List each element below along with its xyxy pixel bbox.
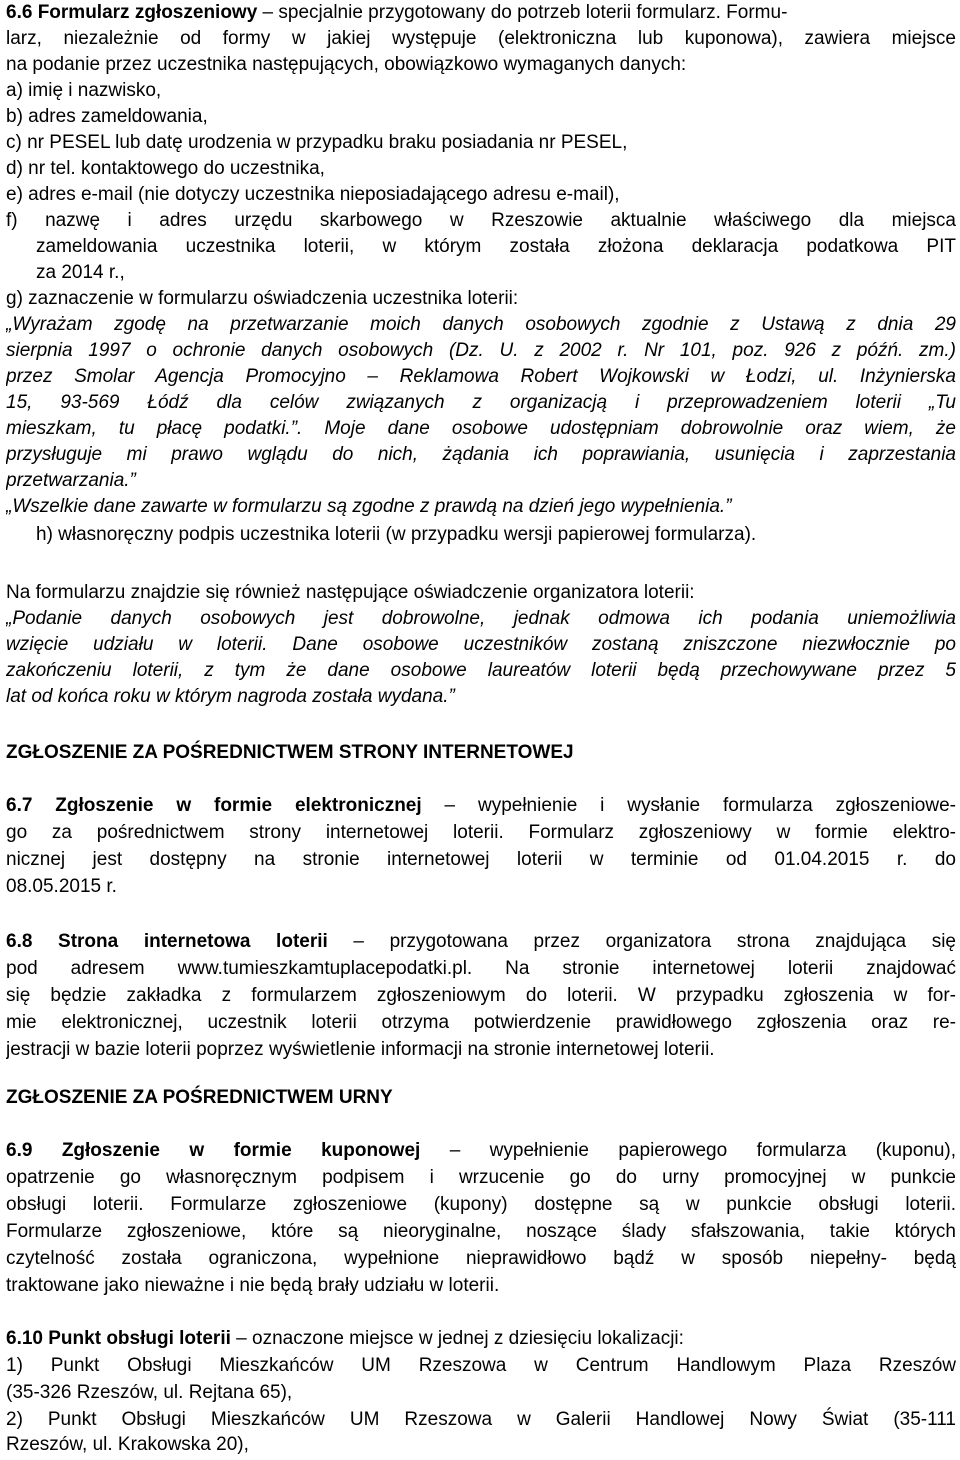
section-6-6-line-1: 6.6 Formularz zgłoszeniowy – specjalnie przygotowany do potrzeb loterii formularz. Formu- — [6, 2, 788, 23]
section-6-8-line-3: się będzie zakładka z formularzem zgłoszeniowym do loterii. W przypadku zgłoszenia w for- — [6, 985, 956, 1006]
consent-quote-line-4: 15, 93-569 Łódź dla celów związanych z organizacją i przeprowadzeniem loterii „Tu — [6, 392, 956, 413]
consent-quote-line-3: przez Smolar Agencja Promocyjno – Reklamowa Robert Wojkowski w Łodzi, ul. Inżynierska — [6, 366, 956, 387]
organizer-quote-line-1: „Podanie danych osobowych jest dobrowolne, jednak odmowa ich podania uniemożliwia — [6, 608, 956, 629]
section-6-6-heading: 6.6 Formularz zgłoszeniowy — [6, 2, 258, 23]
section-6-7-heading: 6.7 Zgłoszenie w formie elektronicznej — [6, 795, 422, 816]
section-6-6-line-3: na podanie przez uczestnika następujących, obowiązkowo wymaganych danych: — [6, 54, 687, 75]
list-item-e: e) adres e-mail (nie dotyczy uczestnika nieposiadającego adresu e-mail), — [6, 184, 620, 205]
heading-urna: ZGŁOSZENIE ZA POŚREDNICTWEM URNY — [6, 1087, 393, 1108]
section-6-7-line-3: nicznej jest dostępny na stronie internetowej loterii w terminie od 01.04.2015 r. do — [6, 849, 956, 870]
consent-quote-line-8: „Wszelkie dane zawarte w formularzu są zgodne z prawdą na dzień jego wypełnienia.” — [6, 496, 732, 517]
organizer-quote-line-4: lat od końca roku w którym nagroda została wydana.” — [6, 686, 455, 707]
section-6-9-line-6: traktowane jako nieważne i nie będą brały udziału w loterii. — [6, 1275, 500, 1296]
section-6-6-line-2: larz, niezależnie od formy w jakiej występuje (elektroniczna lub kuponowa), zawiera miejsce — [6, 28, 956, 49]
organizer-statement-line-1: Na formularzu znajdzie się również następujące oświadczenie organizatora loterii: — [6, 582, 695, 603]
section-6-8-line-1: 6.8 Strona internetowa loterii – przygotowana przez organizatora strona znajdująca się — [6, 931, 956, 952]
section-6-8-line-5: jestracji w bazie loterii poprzez wyświetlenie informacji na stronie internetowej loterii. — [6, 1039, 715, 1060]
heading-internet: ZGŁOSZENIE ZA POŚREDNICTWEM STRONY INTERNETOWEJ — [6, 742, 574, 763]
section-6-8-heading: 6.8 Strona internetowa loterii — [6, 931, 328, 952]
list-item-g: g) zaznaczenie w formularzu oświadczenia uczestnika loterii: — [6, 288, 519, 309]
section-6-9-line-3: obsługi loterii. Formularze zgłoszeniowe (kupony) dostępne są w punkcie obsługi loterii. — [6, 1194, 956, 1215]
consent-quote-line-6: przysługuje mi prawo wglądu do nich, żądania ich poprawiania, usunięcia i zaprzestania — [6, 444, 956, 465]
section-6-7-line-4: 08.05.2015 r. — [6, 876, 117, 897]
organizer-quote-line-3: zakończeniu loterii, z tym że dane osobowe laureatów loterii będą przechowywane przez 5 — [6, 660, 956, 681]
section-6-9-line-2: opatrzenie go własnoręcznym podpisem i wrzucenie go do urny promocyjnej w punkcie — [6, 1167, 956, 1188]
section-6-7-line-1: 6.7 Zgłoszenie w formie elektronicznej – wypełnienie i wysłanie formularza zgłoszeniowe- — [6, 795, 956, 816]
organizer-quote-line-2: wzięcie udziału w loterii. Dane osobowe uczestników zostaną zniszczone niezwłocznie po — [6, 634, 956, 655]
list-item-b: b) adres zameldowania, — [6, 106, 208, 127]
location-1-line-1: 1) Punkt Obsługi Mieszkańców UM Rzeszowa w Centrum Handlowym Plaza Rzeszów — [6, 1355, 956, 1376]
location-1-line-2: (35-326 Rzeszów, ul. Rejtana 65), — [6, 1382, 293, 1403]
list-item-h: h) własnoręczny podpis uczestnika loterii (w przypadku wersji papierowej formularza). — [36, 524, 757, 545]
list-item-c: c) nr PESEL lub datę urodzenia w przypadku braku posiadania nr PESEL, — [6, 132, 628, 153]
section-6-7-line-2: go za pośrednictwem strony internetowej loterii. Formularz zgłoszeniowy w formie elektro- — [6, 822, 956, 843]
location-2-line-1: 2) Punkt Obsługi Mieszkańców UM Rzeszowa w Galerii Handlowej Nowy Świat (35-111 — [6, 1409, 956, 1430]
section-6-10-line-1: 6.10 Punkt obsługi loterii – oznaczone miejsce w jednej z dziesięciu lokalizacji: — [6, 1328, 684, 1349]
section-6-8-line-4: mie elektronicznej, uczestnik loterii otrzyma potwierdzenie prawidłowego zgłoszenia oraz re- — [6, 1012, 956, 1033]
location-2-line-2: Rzeszów, ul. Krakowska 20), — [6, 1434, 249, 1455]
section-6-8-line-2: pod adresem www.tumieszkamtuplacepodatki.pl. Na stronie internetowej loterii znajdować — [6, 958, 956, 979]
consent-quote-line-1: „Wyrażam zgodę na przetwarzanie moich danych osobowych zgodnie z Ustawą z dnia 29 — [6, 314, 956, 335]
section-6-9-line-4: Formularze zgłoszeniowe, które są nieoryginalne, noszące ślady sfałszowania, takie których — [6, 1221, 956, 1242]
list-item-a: a) imię i nazwisko, — [6, 80, 162, 101]
consent-quote-line-7: przetwarzania.” — [6, 470, 136, 491]
section-6-9-line-1: 6.9 Zgłoszenie w formie kuponowej – wypełnienie papierowego formularza (kuponu), — [6, 1140, 956, 1161]
list-item-f-line-2: zameldowania uczestnika loterii, w którym została złożona deklaracja podatkowa PIT — [36, 236, 956, 257]
list-item-d: d) nr tel. kontaktowego do uczestnika, — [6, 158, 325, 179]
consent-quote-line-2: sierpnia 1997 o ochronie danych osobowych (Dz. U. z 2002 r. Nr 101, poz. 926 z późń. zm.) — [6, 340, 956, 361]
list-item-f-line-1: f) nazwę i adres urzędu skarbowego w Rzeszowie aktualnie właściwego dla miejsca — [6, 210, 956, 231]
list-item-f-line-3: za 2014 r., — [36, 262, 125, 283]
consent-quote-line-5: mieszkam, tu płacę podatki.”. Moje dane osobowe udostępniam dobrowolnie oraz wiem, że — [6, 418, 956, 439]
section-6-10-heading: 6.10 Punkt obsługi loterii — [6, 1328, 231, 1349]
section-6-9-line-5: czytelność została ograniczona, wypełnione nieprawidłowo bądź w sposób niepełny- będą — [6, 1248, 956, 1269]
section-6-9-heading: 6.9 Zgłoszenie w formie kuponowej — [6, 1140, 421, 1161]
